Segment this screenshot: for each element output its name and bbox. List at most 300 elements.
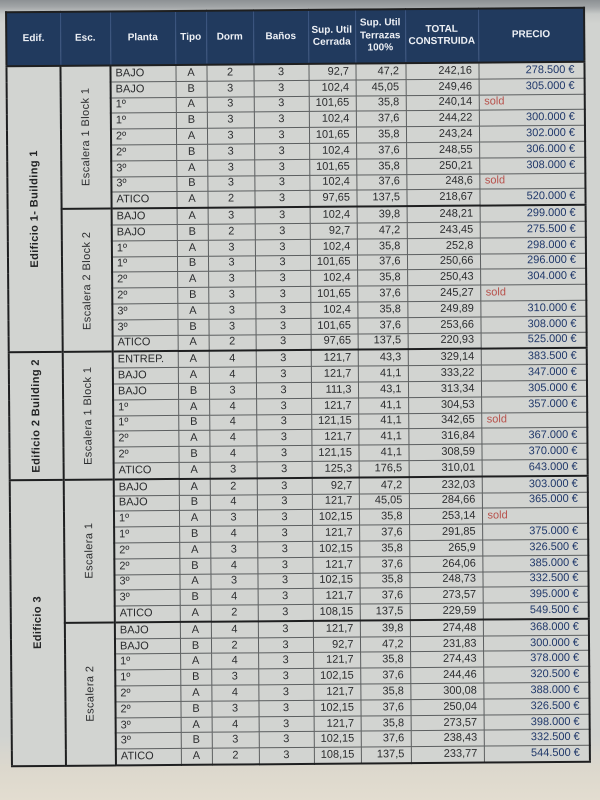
header-row <box>6 8 584 67</box>
tipo-cell: B <box>176 113 207 129</box>
planta-cell: 1º <box>114 511 179 527</box>
terrazas-cell: 35,8 <box>357 270 407 286</box>
total-cell: 252,8 <box>407 238 480 254</box>
banos-cell: 3 <box>255 318 310 334</box>
terrazas-cell: 35,8 <box>359 541 409 557</box>
price-cell: 368.000 € <box>483 619 589 636</box>
banos-cell: 3 <box>256 334 311 351</box>
total-cell: 242,16 <box>405 63 478 80</box>
total-cell: 316,84 <box>408 428 481 444</box>
banos-cell: 3 <box>258 684 313 700</box>
banos-cell: 3 <box>257 494 312 510</box>
tipo-cell: A <box>176 97 207 113</box>
terrazas-cell: 37,6 <box>360 700 410 716</box>
tipo-cell: A <box>177 272 208 288</box>
dorm-cell: 2 <box>210 478 257 495</box>
price-cell: 298.000 € <box>480 237 586 254</box>
tipo-cell: B <box>180 638 211 654</box>
planta-cell: 2º <box>115 686 180 702</box>
tipo-cell: A <box>180 622 211 639</box>
tipo-cell: A <box>178 351 209 368</box>
tipo-cell: B <box>179 526 210 542</box>
price-cell: 357.000 € <box>481 396 587 413</box>
banos-cell: 3 <box>257 461 312 478</box>
cerrada-cell: 102,4 <box>310 302 357 318</box>
total-cell: 310,01 <box>409 460 482 477</box>
planta-cell: BAJO <box>111 81 176 97</box>
terrazas-cell: 37,6 <box>359 525 409 541</box>
dorm-cell: 4 <box>211 589 258 605</box>
terrazas-cell: 41,1 <box>358 366 408 382</box>
cerrada-cell: 102,4 <box>310 207 357 224</box>
terrazas-cell: 47,2 <box>357 223 407 239</box>
terrazas-cell: 137,5 <box>358 333 408 350</box>
price-cell: 299.000 € <box>480 205 586 222</box>
terrazas-cell: 37,6 <box>360 668 410 684</box>
col-header-dorm: Dorm <box>206 10 253 64</box>
banos-cell: 3 <box>255 302 310 318</box>
planta-cell: BAJO <box>112 208 177 225</box>
cerrada-cell: 121,7 <box>313 684 360 700</box>
dorm-cell: 3 <box>207 144 254 160</box>
price-cell: 643.000 € <box>482 459 588 476</box>
terrazas-cell: 37,6 <box>361 731 411 747</box>
dorm-cell: 3 <box>208 240 255 256</box>
dorm-cell: 3 <box>207 128 254 144</box>
col-header-tipo: Tipo <box>175 11 206 65</box>
cerrada-cell: 102,15 <box>313 668 360 684</box>
cerrada-cell: 102,4 <box>309 80 356 96</box>
banos-cell: 3 <box>258 700 313 716</box>
tipo-cell: B <box>177 224 208 240</box>
price-cell: 378.000 € <box>483 651 589 668</box>
dorm-cell: 4 <box>212 716 259 732</box>
col-header-banos: Baños <box>253 10 308 64</box>
cerrada-cell: 121,7 <box>313 653 360 669</box>
terrazas-cell: 35,8 <box>361 715 411 731</box>
planta-cell: 2º <box>111 144 176 160</box>
planta-cell: BAJO <box>113 383 178 399</box>
planta-cell: 3º <box>111 176 176 192</box>
terrazas-cell: 137,5 <box>360 604 410 621</box>
terrazas-cell: 39,8 <box>357 206 407 223</box>
tipo-cell: B <box>180 701 211 717</box>
dorm-cell: 2 <box>209 334 256 351</box>
price-cell: 549.500 € <box>483 602 589 619</box>
banos-cell: 3 <box>253 64 308 81</box>
planta-cell: 3º <box>112 303 177 319</box>
dorm-cell: 4 <box>209 399 256 415</box>
total-cell: 250,66 <box>407 254 480 270</box>
total-cell: 342,65 <box>408 413 481 429</box>
price-cell: 375.000 € <box>482 523 588 540</box>
dorm-cell: 3 <box>207 175 254 191</box>
terrazas-cell: 37,6 <box>357 317 407 333</box>
tipo-cell: B <box>181 733 212 749</box>
dorm-cell: 3 <box>210 542 257 558</box>
cerrada-cell: 102,15 <box>312 573 359 589</box>
total-cell: 248,55 <box>406 142 479 158</box>
price-cell: 383.500 € <box>481 348 587 365</box>
price-cell: 308.000 € <box>480 316 586 333</box>
terrazas-cell: 35,8 <box>360 652 410 668</box>
cerrada-cell: 102,15 <box>312 509 359 525</box>
cerrada-cell: 121,7 <box>312 494 359 510</box>
planta-cell: 1º <box>112 256 177 272</box>
dorm-cell: 2 <box>212 748 259 765</box>
terrazas-cell: 41,1 <box>358 445 408 461</box>
cerrada-cell: 102,15 <box>314 731 361 747</box>
total-cell: 250,21 <box>406 158 479 174</box>
dorm-cell: 3 <box>208 255 255 271</box>
dorm-cell: 3 <box>208 319 255 335</box>
planta-cell: 3º <box>115 590 180 606</box>
dorm-cell: 3 <box>209 383 256 399</box>
dorm-cell: 3 <box>211 701 258 717</box>
price-cell: 367.000 € <box>481 428 587 445</box>
price-cell: 310.000 € <box>480 300 586 317</box>
cerrada-cell: 101,65 <box>309 159 356 175</box>
tipo-cell: A <box>178 399 209 415</box>
col-header-cerrada: Sup. Util Cerrada <box>308 10 355 64</box>
total-cell: 240,14 <box>406 95 479 111</box>
cerrada-cell: 121,7 <box>311 398 358 414</box>
terrazas-cell: 137,5 <box>356 190 406 207</box>
planta-cell: 1º <box>111 113 176 129</box>
cerrada-cell: 121,7 <box>311 350 358 367</box>
terrazas-cell: 37,6 <box>357 286 407 302</box>
total-cell: 248,21 <box>407 206 480 223</box>
terrazas-cell: 137,5 <box>361 747 411 764</box>
price-cell: 388.000 € <box>483 682 589 699</box>
planta-cell: BAJO <box>114 479 179 496</box>
dorm-cell: 4 <box>210 494 257 510</box>
total-cell: 248,73 <box>409 572 482 588</box>
dorm-cell: 4 <box>209 367 256 383</box>
price-cell: 300.000 € <box>479 110 585 127</box>
banos-cell: 3 <box>257 557 312 573</box>
cerrada-cell: 102,15 <box>312 541 359 557</box>
banos-cell: 3 <box>254 80 309 96</box>
terrazas-cell: 41,1 <box>358 413 408 429</box>
total-cell: 274,48 <box>410 619 483 636</box>
banos-cell: 3 <box>254 96 309 112</box>
terrazas-cell: 39,8 <box>360 620 410 637</box>
cerrada-cell: 102,4 <box>309 143 356 159</box>
price-cell: 398.000 € <box>484 714 590 731</box>
planta-cell: ATICO <box>114 462 179 479</box>
total-cell: 244,22 <box>406 110 479 126</box>
price-cell: 304.000 € <box>480 269 586 286</box>
total-cell: 218,67 <box>406 189 479 206</box>
price-cell: 520.000 € <box>479 189 585 206</box>
tipo-cell: A <box>181 717 212 733</box>
banos-cell: 3 <box>256 414 311 430</box>
total-cell: 284,66 <box>409 493 482 509</box>
cerrada-cell: 102,4 <box>309 111 356 127</box>
sold-badge: sold <box>482 508 588 525</box>
tipo-cell: A <box>177 208 208 225</box>
tipo-cell: A <box>178 335 209 352</box>
dorm-cell: 3 <box>207 96 254 112</box>
terrazas-cell: 37,6 <box>357 254 407 270</box>
tipo-cell: B <box>176 176 207 192</box>
planta-cell: 2º <box>112 288 177 304</box>
banos-cell: 3 <box>255 239 310 255</box>
total-cell: 243,24 <box>406 126 479 142</box>
planta-cell: 2º <box>114 542 179 558</box>
stair-label: Escalera 1 Block 1 <box>63 352 114 480</box>
tipo-cell: B <box>177 319 208 335</box>
banos-cell: 3 <box>258 653 313 669</box>
dorm-cell: 3 <box>207 160 254 176</box>
cerrada-cell: 121,15 <box>311 445 358 461</box>
banos-cell: 3 <box>256 398 311 414</box>
tipo-cell: B <box>179 495 210 511</box>
cerrada-cell: 101,65 <box>310 286 357 302</box>
terrazas-cell: 35,8 <box>359 572 409 588</box>
planta-cell: BAJO <box>114 495 179 511</box>
planta-cell: 3º <box>111 160 176 176</box>
banos-cell: 3 <box>258 604 313 621</box>
banos-cell: 3 <box>255 223 310 239</box>
stair-label: Escalera 2 Block 2 <box>62 209 113 353</box>
total-cell: 249,46 <box>406 79 479 95</box>
tipo-cell: A <box>180 685 211 701</box>
planta-cell: ENTREP. <box>113 351 178 368</box>
cerrada-cell: 92,7 <box>308 64 355 81</box>
dorm-cell: 3 <box>210 510 257 526</box>
total-cell: 264,06 <box>409 556 482 572</box>
tipo-cell: B <box>179 558 210 574</box>
planta-cell: 1º <box>112 240 177 256</box>
price-cell: 305.000 € <box>479 78 585 95</box>
col-header-terrazas: Sup. Util Terrazas 100% <box>355 9 405 63</box>
cerrada-cell: 92,7 <box>310 223 357 239</box>
total-cell: 250,43 <box>407 269 480 285</box>
banos-cell: 3 <box>255 207 310 224</box>
tipo-cell: A <box>175 65 206 82</box>
dorm-cell: 3 <box>208 287 255 303</box>
building-label: Edificio 2 Building 2 <box>9 352 64 480</box>
dorm-cell: 2 <box>208 224 255 240</box>
dorm-cell: 4 <box>209 351 256 368</box>
price-cell: 305.000 € <box>481 380 587 397</box>
col-header-edif: Edif. <box>6 12 60 66</box>
dorm-cell: 3 <box>207 81 254 97</box>
total-cell: 291,85 <box>409 524 482 540</box>
tipo-cell: B <box>176 81 207 97</box>
cerrada-cell: 92,7 <box>313 637 360 653</box>
dorm-cell: 2 <box>206 64 253 81</box>
cerrada-cell: 121,7 <box>313 588 360 604</box>
planta-cell: BAJO <box>113 368 178 384</box>
dorm-cell: 4 <box>211 653 258 669</box>
planta-cell: 2º <box>113 431 178 447</box>
dorm-cell: 3 <box>211 669 258 685</box>
price-cell: 395.000 € <box>483 587 589 604</box>
cerrada-cell: 97,65 <box>311 334 358 351</box>
total-cell: 273,57 <box>410 587 483 603</box>
price-cell: 365.000 € <box>482 492 588 509</box>
price-cell: 326.500 € <box>482 539 588 556</box>
sold-badge: sold <box>481 412 587 429</box>
banos-cell: 3 <box>254 143 309 159</box>
planta-cell: BAJO <box>115 622 180 639</box>
total-cell: 250,04 <box>410 699 483 715</box>
banos-cell: 3 <box>255 287 310 303</box>
cerrada-cell: 121,7 <box>311 366 358 382</box>
planta-cell: BAJO <box>115 638 180 654</box>
building-label: Edificio 3 <box>10 480 66 767</box>
dorm-cell: 4 <box>209 446 256 462</box>
tipo-cell: A <box>176 160 207 176</box>
cerrada-cell: 125,3 <box>312 461 359 478</box>
planta-cell: BAJO <box>110 65 175 82</box>
cerrada-cell: 108,15 <box>314 747 361 764</box>
price-cell: 303.000 € <box>482 475 588 492</box>
dorm-cell: 3 <box>208 303 255 319</box>
cerrada-cell: 121,15 <box>311 414 358 430</box>
col-header-esc: Esc. <box>60 11 110 65</box>
tipo-cell: A <box>179 542 210 558</box>
total-cell: 274,43 <box>410 652 483 668</box>
tipo-cell: A <box>179 462 210 479</box>
stair-label: Escalera 2 <box>65 622 116 766</box>
planta-cell: 3º <box>114 574 179 590</box>
cerrada-cell: 121,7 <box>312 525 359 541</box>
planta-cell: 3º <box>112 319 177 335</box>
tipo-cell: B <box>180 589 211 605</box>
terrazas-cell: 35,8 <box>356 127 406 143</box>
tipo-cell: A <box>178 367 209 383</box>
price-cell: 302.000 € <box>479 125 585 142</box>
cerrada-cell: 121,7 <box>314 716 361 732</box>
dorm-cell: 3 <box>210 462 257 479</box>
price-cell: 525.000 € <box>481 332 587 349</box>
terrazas-cell: 41,1 <box>358 397 408 413</box>
terrazas-cell: 37,6 <box>359 556 409 572</box>
banos-cell: 3 <box>256 446 311 462</box>
tipo-cell: B <box>178 415 209 431</box>
tipo-cell: B <box>178 383 209 399</box>
dorm-cell: 4 <box>210 558 257 574</box>
price-cell: 300.000 € <box>483 635 589 652</box>
dorm-cell: 3 <box>207 112 254 128</box>
price-cell: 385.000 € <box>482 555 588 572</box>
stair-label: Escalera 1 <box>64 479 115 623</box>
planta-cell: 1º <box>115 670 180 686</box>
tipo-cell: B <box>178 446 209 462</box>
price-cell: 326.500 € <box>483 698 589 715</box>
tipo-cell: A <box>178 431 209 447</box>
total-cell: 253,66 <box>407 317 480 333</box>
total-cell: 249,89 <box>407 301 480 317</box>
dorm-cell: 4 <box>211 621 258 638</box>
dorm-cell: 2 <box>211 605 258 622</box>
tipo-cell: A <box>179 478 210 495</box>
total-cell: 232,03 <box>409 476 482 493</box>
price-cell: 308.000 € <box>479 157 585 174</box>
cerrada-cell: 102,4 <box>309 175 356 191</box>
banos-cell: 3 <box>254 191 309 208</box>
banos-cell: 3 <box>258 637 313 653</box>
banos-cell: 3 <box>254 175 309 191</box>
planta-cell: 2º <box>113 447 178 463</box>
dorm-cell: 3 <box>212 732 259 748</box>
dorm-cell: 3 <box>208 208 255 225</box>
dorm-cell: 4 <box>210 526 257 542</box>
terrazas-cell: 35,8 <box>360 684 410 700</box>
total-cell: 229,59 <box>410 603 483 620</box>
total-cell: 308,59 <box>408 444 481 460</box>
total-cell: 243,45 <box>407 222 480 238</box>
tipo-cell: B <box>176 144 207 160</box>
dorm-cell: 2 <box>207 191 254 208</box>
tipo-cell: A <box>176 128 207 144</box>
sold-badge: sold <box>480 284 586 301</box>
price-cell: 370.000 € <box>481 443 587 460</box>
total-cell: 244,46 <box>410 667 483 683</box>
total-cell: 233,77 <box>411 746 484 763</box>
planta-cell: 1º <box>113 415 178 431</box>
terrazas-cell: 37,6 <box>356 143 406 159</box>
total-cell: 248,6 <box>406 174 479 190</box>
planta-cell: 1º <box>114 527 179 543</box>
planta-cell: 2º <box>112 272 177 288</box>
total-cell: 245,27 <box>407 285 480 301</box>
total-cell: 329,14 <box>408 349 481 366</box>
planta-cell: 2º <box>114 558 179 574</box>
terrazas-cell: 35,8 <box>357 302 407 318</box>
tipo-cell: B <box>177 256 208 272</box>
price-cell: 320.500 € <box>483 667 589 684</box>
cerrada-cell: 101,65 <box>309 96 356 112</box>
planta-cell: 1º <box>111 97 176 113</box>
total-cell: 220,93 <box>408 333 481 350</box>
dorm-cell: 3 <box>210 573 257 589</box>
price-cell: 347.000 € <box>481 364 587 381</box>
price-table <box>5 7 591 768</box>
planta-cell: ATICO <box>113 335 178 352</box>
terrazas-cell: 47,2 <box>359 477 409 494</box>
cerrada-cell: 108,15 <box>313 604 360 621</box>
cerrada-cell: 97,65 <box>309 190 356 207</box>
cerrada-cell: 111,3 <box>311 382 358 398</box>
terrazas-cell: 35,8 <box>356 158 406 174</box>
dorm-cell: 3 <box>208 271 255 287</box>
stair-label: Escalera 1 Block 1 <box>60 65 111 209</box>
total-cell: 231,83 <box>410 636 483 652</box>
tipo-cell: A <box>179 574 210 590</box>
building-label: Edificio 1- Building 1 <box>6 66 62 353</box>
total-cell: 273,57 <box>411 715 484 731</box>
price-cell: 332.500 € <box>482 571 588 588</box>
price-sheet <box>5 7 591 768</box>
tipo-cell: B <box>180 669 211 685</box>
dorm-cell: 4 <box>209 430 256 446</box>
cerrada-cell: 101,65 <box>310 255 357 271</box>
banos-cell: 3 <box>258 669 313 685</box>
price-cell: 278.500 € <box>478 62 584 79</box>
terrazas-cell: 47,2 <box>355 63 405 80</box>
banos-cell: 3 <box>257 541 312 557</box>
tipo-cell: A <box>176 192 207 209</box>
price-cell: 332.500 € <box>484 730 590 747</box>
terrazas-cell: 45,05 <box>359 493 409 509</box>
planta-cell: ATICO <box>116 749 181 766</box>
total-cell: 300,08 <box>410 683 483 699</box>
